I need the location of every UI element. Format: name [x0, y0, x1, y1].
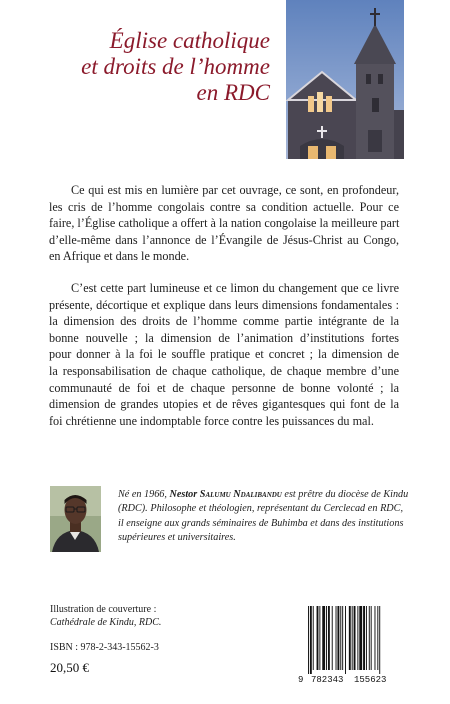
paragraph-1	[49, 182, 399, 265]
barcode-bar	[359, 606, 362, 670]
author-name	[170, 489, 282, 500]
paragraph-2	[49, 280, 399, 429]
barcode-bar	[322, 606, 325, 670]
barcode-bar	[345, 606, 346, 674]
author-bio	[118, 488, 409, 546]
text-line: la responsabilisation de chaque catholique, de chaque membre d’une	[49, 363, 399, 378]
barcode-bar	[317, 606, 319, 670]
text-line: C’est cette part lumineuse et ce limon du changement que ce livre	[71, 280, 399, 295]
barcode-bar	[366, 606, 367, 670]
barcode-bar	[308, 606, 309, 674]
barcode	[296, 604, 401, 684]
barcode-bar	[313, 606, 314, 670]
title-line-3: en RDC	[196, 80, 270, 105]
bio-line-1	[118, 488, 409, 502]
barcode-digit-first: 9	[298, 675, 304, 684]
author-photo	[50, 486, 101, 552]
barcode-bar	[326, 606, 327, 670]
barcode-digits-right: 155623	[354, 675, 387, 684]
barcode-bar	[375, 606, 376, 670]
barcode-bar	[352, 606, 353, 670]
bio-line-4: supérieures et universitaires.	[118, 532, 236, 544]
back-cover-text	[49, 182, 399, 444]
text-line: foi chrétienne une indomptable force contre les puissances du mal.	[49, 413, 374, 428]
text-line: les cris de l’homme congolais contre sa condition actuelle. Pour ce	[49, 199, 399, 214]
barcode-bar	[357, 606, 358, 670]
author-first-name: Nestor	[169, 489, 200, 500]
isbn: ISBN : 978-2-343-15562-3	[50, 642, 159, 653]
text-line: faire, l’Église catholique a offert à la nation congolaise la meilleure part	[49, 216, 400, 231]
book-title	[20, 28, 270, 106]
credits-caption: Cathédrale de Kindu, RDC.	[50, 617, 162, 628]
barcode-bar	[371, 606, 372, 670]
text-line: en Afrique et dans le monde.	[49, 249, 190, 264]
barcode-bar	[328, 606, 330, 670]
text-line: Ce qui est mis en lumière par cet ouvrage, ce sont, en profondeur,	[71, 183, 399, 197]
text-line: la dimension des droits de l’homme comme partie intégrante de la	[49, 314, 399, 329]
cathedral-photo	[286, 0, 404, 159]
text-line: bonne nouvelle ; la dimension de l’animation d’institutions fortes	[49, 330, 399, 345]
title-line-1: Église catholique	[109, 28, 270, 53]
author-middle-name: Salumu	[199, 489, 231, 500]
barcode-bar	[354, 606, 356, 670]
title-line-2: et droits de l’homme	[81, 54, 270, 79]
barcode-bar	[319, 606, 320, 670]
barcode-bar	[342, 606, 343, 670]
barcode-bar	[377, 606, 378, 670]
bio-born: Né en 1966,	[118, 489, 170, 500]
credits-label: Illustration de couverture :	[50, 604, 157, 615]
barcode-bar	[363, 606, 365, 670]
bio-line-3: il enseigne aux grands séminaires de Buhimba et dans des institutions	[118, 517, 404, 529]
price: 20,50 €	[50, 660, 89, 675]
barcode-bar	[332, 606, 333, 670]
text-line: présente, décortique et explique dans leurs dimensions fondamentales :	[49, 297, 399, 312]
barcode-digits-left: 782343	[311, 675, 344, 684]
barcode-bar	[336, 606, 337, 670]
bio-rest: est prêtre du diocèse de Kindu	[281, 489, 409, 500]
barcode-bar	[349, 606, 351, 670]
barcode-bar	[337, 606, 339, 670]
text-line: d’elle-même dans l’annonce de l’Évangile de Jésus-Christ au Congo,	[49, 232, 399, 247]
illustration-credits	[50, 603, 161, 629]
barcode-bar	[310, 606, 312, 674]
text-line: communauté de foi et de chaque personne de bonne volonté ; la	[49, 380, 399, 395]
text-line: pour donner à la foi le souffle pratique et concret ; la dimension de	[49, 347, 399, 362]
bio-line-2: (RDC). Philosophe et théologien, représentant du Cerclecad en RDC,	[118, 503, 403, 515]
barcode-bar	[369, 606, 370, 670]
barcode-bar	[340, 606, 341, 670]
barcode-bar	[379, 606, 380, 674]
text-line: dimension de grandes utopies et de rêves gigantesques qui font de la	[49, 397, 399, 412]
author-last-name: Ndalibandu	[230, 489, 282, 500]
barcode-graphic	[296, 604, 401, 684]
